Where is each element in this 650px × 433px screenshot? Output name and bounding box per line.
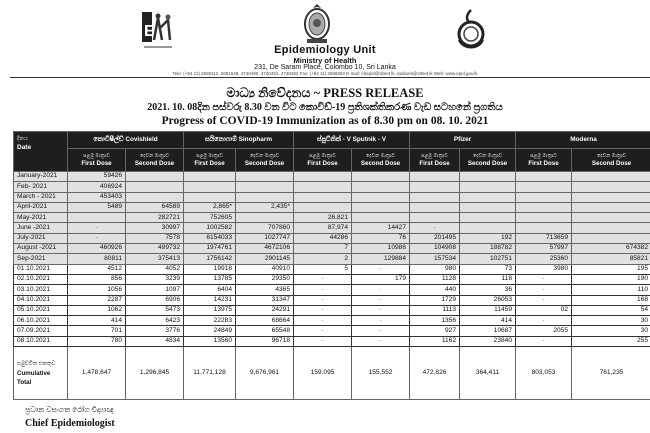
dose-count-cell: 157534 xyxy=(410,254,460,264)
vaccine-name-sinhala: ස්පුට්නික් - V xyxy=(317,135,351,143)
dose-label: Second Dose xyxy=(360,160,401,167)
dose-count-cell xyxy=(294,182,352,192)
dose-count-cell: 40910 xyxy=(236,264,294,274)
table-row xyxy=(14,295,650,305)
dose-count-cell: 255 xyxy=(572,336,650,346)
dose-count-cell: 5489 xyxy=(68,202,126,212)
vaccine-header-sputnik xyxy=(294,132,410,149)
dose-count-cell: 24849 xyxy=(184,326,236,336)
dose-count-cell: 14427 xyxy=(352,223,410,233)
vaccine-header-moderna xyxy=(516,132,650,149)
second-dose-header xyxy=(460,149,516,172)
dose-label-sinhala: පළමු මාත්‍රාව xyxy=(83,153,110,159)
dose-count-cell: 414 xyxy=(68,316,126,326)
dose-count-cell: 2055 xyxy=(516,326,572,336)
table-row xyxy=(14,316,650,326)
dose-count-cell: 29350 xyxy=(236,274,294,284)
dose-count-cell: 2287 xyxy=(68,295,126,305)
dose-count-cell xyxy=(352,182,410,192)
dose-label-sinhala: පළමු මාත්‍රාව xyxy=(196,153,223,159)
table-row xyxy=(14,336,650,346)
dose-count-cell xyxy=(516,192,572,202)
dose-count-cell xyxy=(236,213,294,223)
dose-count-cell: - xyxy=(352,326,410,336)
dose-count-cell: 780 xyxy=(68,336,126,346)
dose-count-cell: - xyxy=(294,326,352,336)
dose-label: First Dose xyxy=(528,160,559,167)
dose-count-cell xyxy=(516,223,572,233)
row-date: 04.10.2021 xyxy=(14,295,68,305)
total-label-line2: Total xyxy=(17,378,32,386)
dose-count-cell: 674382 xyxy=(572,244,650,254)
row-date: January-2021 xyxy=(14,172,68,182)
dose-count-cell: - xyxy=(516,285,572,295)
dose-count-cell: 11459 xyxy=(460,305,516,315)
total-label-line1: Cumulative xyxy=(17,369,51,377)
dose-count-cell: 713659 xyxy=(516,233,572,243)
second-dose-header xyxy=(572,149,650,172)
row-date: 05.10.2021 xyxy=(14,305,68,315)
dose-count-cell: 1356 xyxy=(410,316,460,326)
dose-label-sinhala: දෙවන මාත්‍රාව xyxy=(596,153,627,159)
dose-count-cell: 64589 xyxy=(126,202,184,212)
dose-count-cell: - xyxy=(410,223,460,233)
vaccine-name-sinhala: කොවිෂීල්ඩ් xyxy=(93,135,124,143)
dose-count-cell: - xyxy=(294,285,352,295)
dose-count-cell: - xyxy=(352,295,410,305)
dose-count-cell: 87,974 xyxy=(294,223,352,233)
dose-count-cell xyxy=(572,223,650,233)
vaccine-name: Covishield xyxy=(125,135,158,143)
table-row xyxy=(14,274,650,284)
dose-count-cell: 3980 xyxy=(516,264,572,274)
dose-count-cell xyxy=(126,172,184,182)
dose-label-sinhala: දෙවන මාත්‍රාව xyxy=(139,153,170,159)
dose-count-cell: 414 xyxy=(460,316,516,326)
row-date: 07.09.2021 xyxy=(14,326,68,336)
dose-count-cell xyxy=(294,202,352,212)
first-dose-header xyxy=(516,149,572,172)
dose-count-cell xyxy=(294,172,352,182)
table-row xyxy=(14,254,650,264)
dose-count-cell: 24291 xyxy=(236,305,294,315)
row-date: July-2021 xyxy=(14,233,68,243)
row-date: Sep-2021 xyxy=(14,254,68,264)
dose-count-cell xyxy=(460,213,516,223)
dose-count-cell: 195 xyxy=(572,264,650,274)
row-date: 03.10.2021 xyxy=(14,285,68,295)
dose-count-cell: 282721 xyxy=(126,213,184,223)
dose-count-cell: 927 xyxy=(410,326,460,336)
dose-count-cell: 4365 xyxy=(236,285,294,295)
dose-count-cell xyxy=(236,182,294,192)
cumulative-total-cell: 1,296,845 xyxy=(126,347,184,400)
dose-label: First Dose xyxy=(307,160,338,167)
cumulative-total-cell: 11,771,128 xyxy=(184,347,236,400)
dose-label: Second Dose xyxy=(244,160,285,167)
dose-count-cell: 68664 xyxy=(236,316,294,326)
vaccine-header-covishield xyxy=(68,132,184,149)
dose-count-cell: - xyxy=(294,295,352,305)
dose-count-cell: 6404 xyxy=(184,285,236,295)
dose-count-cell: 3776 xyxy=(126,326,184,336)
first-dose-header xyxy=(68,149,126,172)
dose-count-cell: 2 xyxy=(294,254,352,264)
dose-count-cell: 30 xyxy=(572,326,650,336)
dose-count-cell: 26053 xyxy=(460,295,516,305)
dose-count-cell xyxy=(126,192,184,202)
dose-count-cell: 13560 xyxy=(184,336,236,346)
dose-count-cell: 96718 xyxy=(236,336,294,346)
dose-count-cell: 80811 xyxy=(68,254,126,264)
dose-count-cell: 4672106 xyxy=(236,244,294,254)
dose-count-cell xyxy=(460,223,516,233)
table-row xyxy=(14,264,650,274)
dose-count-cell xyxy=(410,172,460,182)
dose-count-cell: - xyxy=(352,305,410,315)
date-header-sinhala: දිනය xyxy=(17,136,28,142)
dose-count-cell xyxy=(236,172,294,182)
signature-title-sinhala: ප්‍රධාන වසංගත රෝග විද්‍යාඥ xyxy=(25,405,114,414)
dose-count-cell: 26,821 xyxy=(294,213,352,223)
dose-count-cell: 2,435* xyxy=(236,202,294,212)
signature-title: Chief Epidemiologist xyxy=(25,418,115,429)
second-dose-header xyxy=(126,149,184,172)
dose-count-cell: 102751 xyxy=(460,254,516,264)
dose-count-cell: 31347 xyxy=(236,295,294,305)
dose-label-sinhala: පළමු මාත්‍රාව xyxy=(421,153,448,159)
second-dose-header xyxy=(352,149,410,172)
dose-count-cell: 453403 xyxy=(68,192,126,202)
dose-count-cell: 499732 xyxy=(126,244,184,254)
dose-count-cell: 10687 xyxy=(460,326,516,336)
dose-count-cell: 118 xyxy=(460,274,516,284)
dose-count-cell: 3239 xyxy=(126,274,184,284)
dose-count-cell: 201495 xyxy=(410,233,460,243)
org-contact: Tele: (+94 11) 2695112, 2681548, 4740490, 4740491, 4740492 Fax: (+94 11) 2696583 E-mail: chepid@sltnet.lk, epidunit@sltnet.lk Web: www.epid.gov.lk xyxy=(172,71,478,76)
dose-count-cell: 4512 xyxy=(68,264,126,274)
dose-count-cell: 13975 xyxy=(184,305,236,315)
dose-label: First Dose xyxy=(81,160,112,167)
dose-count-cell xyxy=(184,172,236,182)
dose-count-cell xyxy=(572,233,650,243)
cumulative-total-cell: 155,552 xyxy=(352,347,410,400)
subtitle-sinhala: 2021. 10. 08දින පස්වරු 8.30 වන විට කොවිඩ්-19 ප්‍රතිශක්තිකරණ වැඩ සටහනේ ප්‍රගතිය xyxy=(147,102,503,113)
cumulative-total-cell: 803,053 xyxy=(516,347,572,400)
dose-count-cell: 02 xyxy=(516,305,572,315)
dose-count-cell: 1756142 xyxy=(184,254,236,264)
dose-count-cell: 1062 xyxy=(68,305,126,315)
dose-count-cell: 104908 xyxy=(410,244,460,254)
dose-count-cell: 19918 xyxy=(184,264,236,274)
dose-count-cell: 59426 xyxy=(68,172,126,182)
dose-count-cell: 6906 xyxy=(126,295,184,305)
dose-count-cell: 980 xyxy=(410,264,460,274)
dose-count-cell: - xyxy=(516,274,572,284)
row-date: June -2021 xyxy=(14,223,68,233)
dose-count-cell: 22283 xyxy=(184,316,236,326)
dose-count-cell: 192 xyxy=(460,233,516,243)
dose-count-cell: 1162 xyxy=(410,336,460,346)
dose-count-cell: 707860 xyxy=(236,223,294,233)
dose-label: Second Dose xyxy=(467,160,508,167)
dose-label: Second Dose xyxy=(591,160,632,167)
dose-count-cell: - xyxy=(352,264,410,274)
table-row xyxy=(14,233,650,243)
cumulative-total-cell: 761,235 xyxy=(572,347,650,400)
dose-count-cell: 1113 xyxy=(410,305,460,315)
vaccine-header-sinopharm xyxy=(184,132,294,149)
table-row xyxy=(14,326,650,336)
dose-count-cell xyxy=(352,172,410,182)
dose-count-cell: 36 xyxy=(460,285,516,295)
dose-count-cell xyxy=(516,213,572,223)
dose-count-cell: - xyxy=(516,336,572,346)
dose-count-cell: 856 xyxy=(68,274,126,284)
dose-header-row xyxy=(14,149,650,172)
vaccine-header-row xyxy=(14,132,650,149)
dose-count-cell: - xyxy=(516,316,572,326)
table-row xyxy=(14,244,650,254)
dose-count-cell xyxy=(460,202,516,212)
dose-count-cell: 6154033 xyxy=(184,233,236,243)
dose-label-sinhala: දෙවන මාත්‍රාව xyxy=(249,153,280,159)
dose-count-cell: 2901145 xyxy=(236,254,294,264)
header-divider xyxy=(10,77,650,78)
org-address: 231, De Saram Place, Colombo 10, Sri Lanka xyxy=(254,64,396,71)
dose-count-cell: 752605 xyxy=(184,213,236,223)
dose-label-sinhala: දෙවන මාත්‍රාව xyxy=(365,153,396,159)
dose-count-cell xyxy=(410,192,460,202)
dose-count-cell: 190 xyxy=(572,274,650,284)
vaccination-table xyxy=(13,131,650,400)
dose-count-cell: 5473 xyxy=(126,305,184,315)
vaccine-header-pfizer xyxy=(410,132,516,149)
dose-count-cell: 85821 xyxy=(572,254,650,264)
dose-label-sinhala: පළමු මාත්‍රාව xyxy=(530,153,557,159)
dose-count-cell: 7578 xyxy=(126,233,184,243)
dose-count-cell xyxy=(460,192,516,202)
cumulative-total-cell: 472,826 xyxy=(410,347,460,400)
dose-label: First Dose xyxy=(419,160,450,167)
table-row xyxy=(14,192,650,202)
table-row xyxy=(14,305,650,315)
dose-count-cell: - xyxy=(294,305,352,315)
dose-count-cell: 1974761 xyxy=(184,244,236,254)
row-date: 08.10.2021 xyxy=(14,336,68,346)
dose-count-cell xyxy=(460,182,516,192)
dose-count-cell: - xyxy=(352,336,410,346)
dose-count-cell: 1729 xyxy=(410,295,460,305)
dose-count-cell: 1056 xyxy=(68,285,126,295)
row-date: March - 2021 xyxy=(14,192,68,202)
org-name: Epidemiology Unit xyxy=(274,44,376,56)
table-row xyxy=(14,223,650,233)
dose-count-cell: 54 xyxy=(572,305,650,315)
row-date: 01.10.2021 xyxy=(14,264,68,274)
dose-count-cell: 1128 xyxy=(410,274,460,284)
dose-count-cell: 1027747 xyxy=(236,233,294,243)
vaccine-name: Sinopharm xyxy=(238,135,273,143)
cumulative-total-cell: 364,411 xyxy=(460,347,516,400)
dose-count-cell: 188782 xyxy=(460,244,516,254)
dose-count-cell xyxy=(410,182,460,192)
dose-label-sinhala: පළමු මාත්‍රාව xyxy=(309,153,336,159)
dose-count-cell: 25360 xyxy=(516,254,572,264)
table-row xyxy=(14,202,650,212)
total-label-sinhala: සමුච්චිත එකතුව xyxy=(17,360,56,367)
svg-text:E: E xyxy=(144,23,155,40)
dose-count-cell: - xyxy=(294,336,352,346)
dose-count-cell xyxy=(352,192,410,202)
vaccine-name: Sputnik - V xyxy=(352,135,387,143)
dose-label: Second Dose xyxy=(134,160,175,167)
dose-count-cell xyxy=(352,202,410,212)
dose-count-cell xyxy=(410,202,460,212)
table-row xyxy=(14,213,650,223)
second-dose-header xyxy=(236,149,294,172)
dose-count-cell xyxy=(352,213,410,223)
table-row xyxy=(14,182,650,192)
cumulative-total-row xyxy=(14,347,650,400)
dose-count-cell: - xyxy=(352,285,410,295)
dose-count-cell xyxy=(516,182,572,192)
cumulative-total-label xyxy=(14,347,68,400)
table-body xyxy=(14,172,650,400)
dose-count-cell xyxy=(572,192,650,202)
dose-count-cell: 23840 xyxy=(460,336,516,346)
cumulative-total-cell: 159,095 xyxy=(294,347,352,400)
dose-count-cell xyxy=(236,192,294,202)
dose-count-cell: 110 xyxy=(572,285,650,295)
dose-count-cell: 375413 xyxy=(126,254,184,264)
press-release-title: මාධ්‍ය නිවේදනය ~ PRESS RELEASE xyxy=(226,86,424,100)
dose-count-cell: 30 xyxy=(572,316,650,326)
dose-count-cell: 440 xyxy=(410,285,460,295)
dose-count-cell xyxy=(184,182,236,192)
vaccine-name: Moderna xyxy=(570,135,597,143)
dose-count-cell: - xyxy=(352,316,410,326)
dose-count-cell: 44286 xyxy=(294,233,352,243)
dose-count-cell xyxy=(572,172,650,182)
subtitle-english: Progress of COVID-19 Immunization as of 8.30 pm on 08. 10. 2021 xyxy=(161,115,489,127)
dose-count-cell: - xyxy=(68,223,126,233)
dose-count-cell: 4052 xyxy=(126,264,184,274)
dose-count-cell: 1097 xyxy=(126,285,184,295)
dose-count-cell xyxy=(460,172,516,182)
dose-count-cell: 10986 xyxy=(352,244,410,254)
dose-count-cell: 129884 xyxy=(352,254,410,264)
row-date: May-2021 xyxy=(14,213,68,223)
dose-count-cell: 7 xyxy=(294,244,352,254)
dose-count-cell: 57997 xyxy=(516,244,572,254)
dose-count-cell: 406924 xyxy=(68,182,126,192)
vaccine-name-sinhala: සයිනොෆාම් xyxy=(205,135,237,143)
dose-label: First Dose xyxy=(194,160,225,167)
date-header-label: Date xyxy=(17,143,32,151)
ministry-name: Ministry of Health xyxy=(293,56,357,65)
dose-count-cell: 5 xyxy=(294,264,352,274)
cumulative-total-cell: 1,478,647 xyxy=(68,347,126,400)
dose-count-cell: 73 xyxy=(460,264,516,274)
dose-count-cell: 4834 xyxy=(126,336,184,346)
dose-count-cell: - xyxy=(294,274,352,284)
dose-count-cell: 460926 xyxy=(68,244,126,254)
dose-count-cell: 701 xyxy=(68,326,126,336)
dose-count-cell: 6423 xyxy=(126,316,184,326)
dose-count-cell: 13785 xyxy=(184,274,236,284)
dose-count-cell: 14231 xyxy=(184,295,236,305)
sri-lanka-emblem xyxy=(297,2,337,46)
dose-count-cell: - xyxy=(294,316,352,326)
dose-count-cell xyxy=(68,213,126,223)
dose-count-cell: 30997 xyxy=(126,223,184,233)
cumulative-total-cell: 9,676,961 xyxy=(236,347,294,400)
row-date: 02.10.2021 xyxy=(14,274,68,284)
dose-count-cell: 65548 xyxy=(236,326,294,336)
table-row xyxy=(14,172,650,182)
dose-count-cell: 76 xyxy=(352,233,410,243)
dose-count-cell xyxy=(572,202,650,212)
dose-count-cell xyxy=(516,172,572,182)
dose-count-cell xyxy=(126,182,184,192)
date-column-header xyxy=(14,132,68,172)
row-date: April-2021 xyxy=(14,202,68,212)
dose-count-cell xyxy=(516,202,572,212)
dose-count-cell xyxy=(410,213,460,223)
dose-count-cell: 168 xyxy=(572,295,650,305)
dose-count-cell: 179 xyxy=(352,274,410,284)
first-dose-header xyxy=(410,149,460,172)
dose-count-cell xyxy=(572,182,650,192)
vaccine-name: Pfizer xyxy=(453,135,472,143)
row-date: August -2021 xyxy=(14,244,68,254)
dose-label-sinhala: දෙවන මාත්‍රාව xyxy=(472,153,503,159)
first-dose-header xyxy=(184,149,236,172)
row-date: 06.10.2021 xyxy=(14,316,68,326)
dose-count-cell xyxy=(294,192,352,202)
row-date: Feb- 2021 xyxy=(14,182,68,192)
dose-count-cell xyxy=(572,213,650,223)
dose-count-cell: - xyxy=(516,295,572,305)
table-row xyxy=(14,285,650,295)
dose-count-cell xyxy=(184,192,236,202)
dose-count-cell: 1002582 xyxy=(184,223,236,233)
dose-count-cell: 2,865* xyxy=(184,202,236,212)
dose-count-cell: - xyxy=(68,233,126,243)
first-dose-header xyxy=(294,149,352,172)
